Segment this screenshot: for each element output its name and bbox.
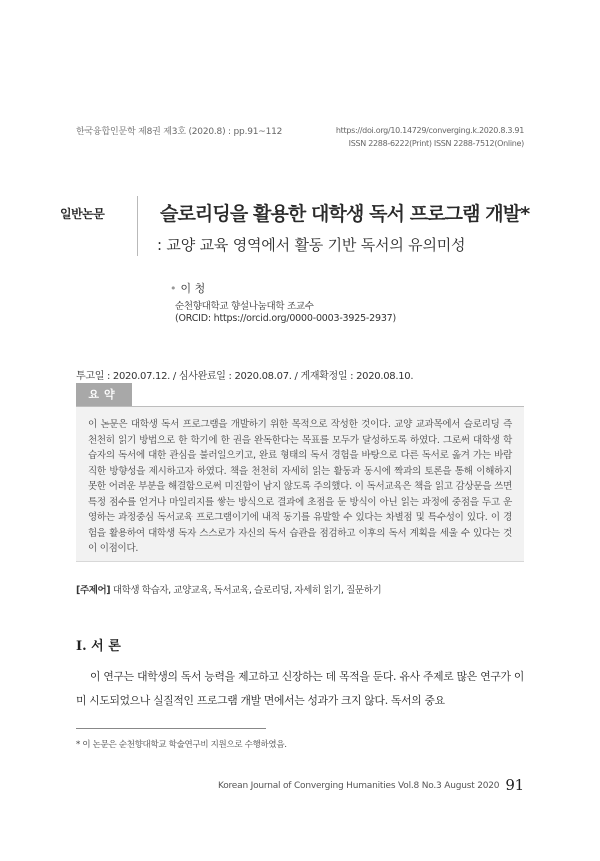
- title-divider: [137, 196, 138, 256]
- section-body: [76, 665, 524, 713]
- page-footer: [218, 776, 524, 794]
- footnote: * 이 논문은 순천향대학교 학술연구비 지원으로 수행하였음.: [76, 740, 287, 750]
- doi-link[interactable]: https://doi.org/10.14729/converging.k.2020.8.3.91: [335, 126, 524, 135]
- keywords: [76, 582, 381, 596]
- article-category: 일반논문: [60, 207, 105, 221]
- keywords-label: [주제어]: [76, 585, 111, 596]
- journal-citation: 한국융합인문학 제8권 제3호 (2020.8) : pp.91~112: [76, 127, 283, 137]
- author-orcid[interactable]: (ORCID: https://orcid.org/0000-0003-3925-2937): [175, 313, 397, 324]
- keywords-text: 대학생 학습자, 교양교육, 독서교육, 슬로리딩, 자세히 읽기, 질문하기: [112, 585, 382, 596]
- author-bullet-icon: •: [170, 282, 177, 295]
- submission-dates: 투고일 : 2020.07.12. / 심사완료일 : 2020.08.07. / 게재확정일 : 2020.08.10.: [76, 371, 414, 382]
- doi-issn-block: [336, 124, 524, 150]
- article-title: 슬로리딩을 활용한 대학생 독서 프로그램 개발*: [160, 203, 530, 225]
- article-subtitle: : 교양 교육 영역에서 활동 기반 독서의 유의미성: [157, 236, 466, 254]
- abstract-label: 요약: [76, 383, 132, 407]
- section-body-text: 이 연구는 대학생의 독서 능력을 제고하고 신장하는 데 목적을 둔다. 유사 주제로 많은 연구가 이미 시도되었으나 실질적인 프로그램 개발 면에서는 성과가 크지 않다. 독서의 중요: [76, 670, 524, 707]
- footer-journal: Korean Journal of Converging Humanities Vol.8 No.3 August 2020: [217, 781, 500, 791]
- author-affiliation: 순천향대학교 향설나눔대학 조교수: [175, 301, 314, 312]
- author-line: [170, 280, 205, 296]
- abstract-panel: [76, 407, 524, 562]
- page-number: 91: [505, 776, 524, 794]
- abstract-text: 이 논문은 대학생 독서 프로그램을 개발하기 위한 목적으로 작성한 것이다. 교양 교과목에서 슬로리딩 즉 천천히 읽기 방법으로 한 학기에 한 권을 완독한다는 목표를 모두가 달성하도록 하였다. 그로써 대학생 학습자의 독서에 대한 관심을 불러일으키고, 완료 형태의 독서 경험을 바탕으로 다른 독서로 옮겨 가는 바람직한 방향성을 제시하고자 하였다. 책을 천천히 자세히 읽는 활동과 동시에 짝과의 토론을 통해 이해하지 못한 어려운 부분을 해결함으로써 미진함이 남지 않도록 주의했다. 이 독서교육은 책을 읽고 감상문을 쓰면 특정 점수를 얻거나 마일리지를 쌓는 방식으로 결과에 초점을 둔 방식이 아닌 읽는 과정에 중점을 두고 운영하는 과정중심 독서교육 프로그램이기에 내적 동기를 유발할 수 있다는 차별점 및 특수성이 있다. 이 경험을 활용하여 대학생 독자 스스로가 자신의 독서 습관을 점검하고 이후의 독서 계획을 세울 수 있다는 것이 이점이다.: [88, 419, 512, 554]
- footnote-rule: [76, 728, 266, 729]
- abstract-box: [76, 383, 524, 573]
- issn-text: ISSN 2288-6222(Print) ISSN 2288-7512(Online): [348, 139, 524, 148]
- author-name: 이 청: [180, 282, 206, 295]
- section-title: I. 서 론: [76, 639, 121, 654]
